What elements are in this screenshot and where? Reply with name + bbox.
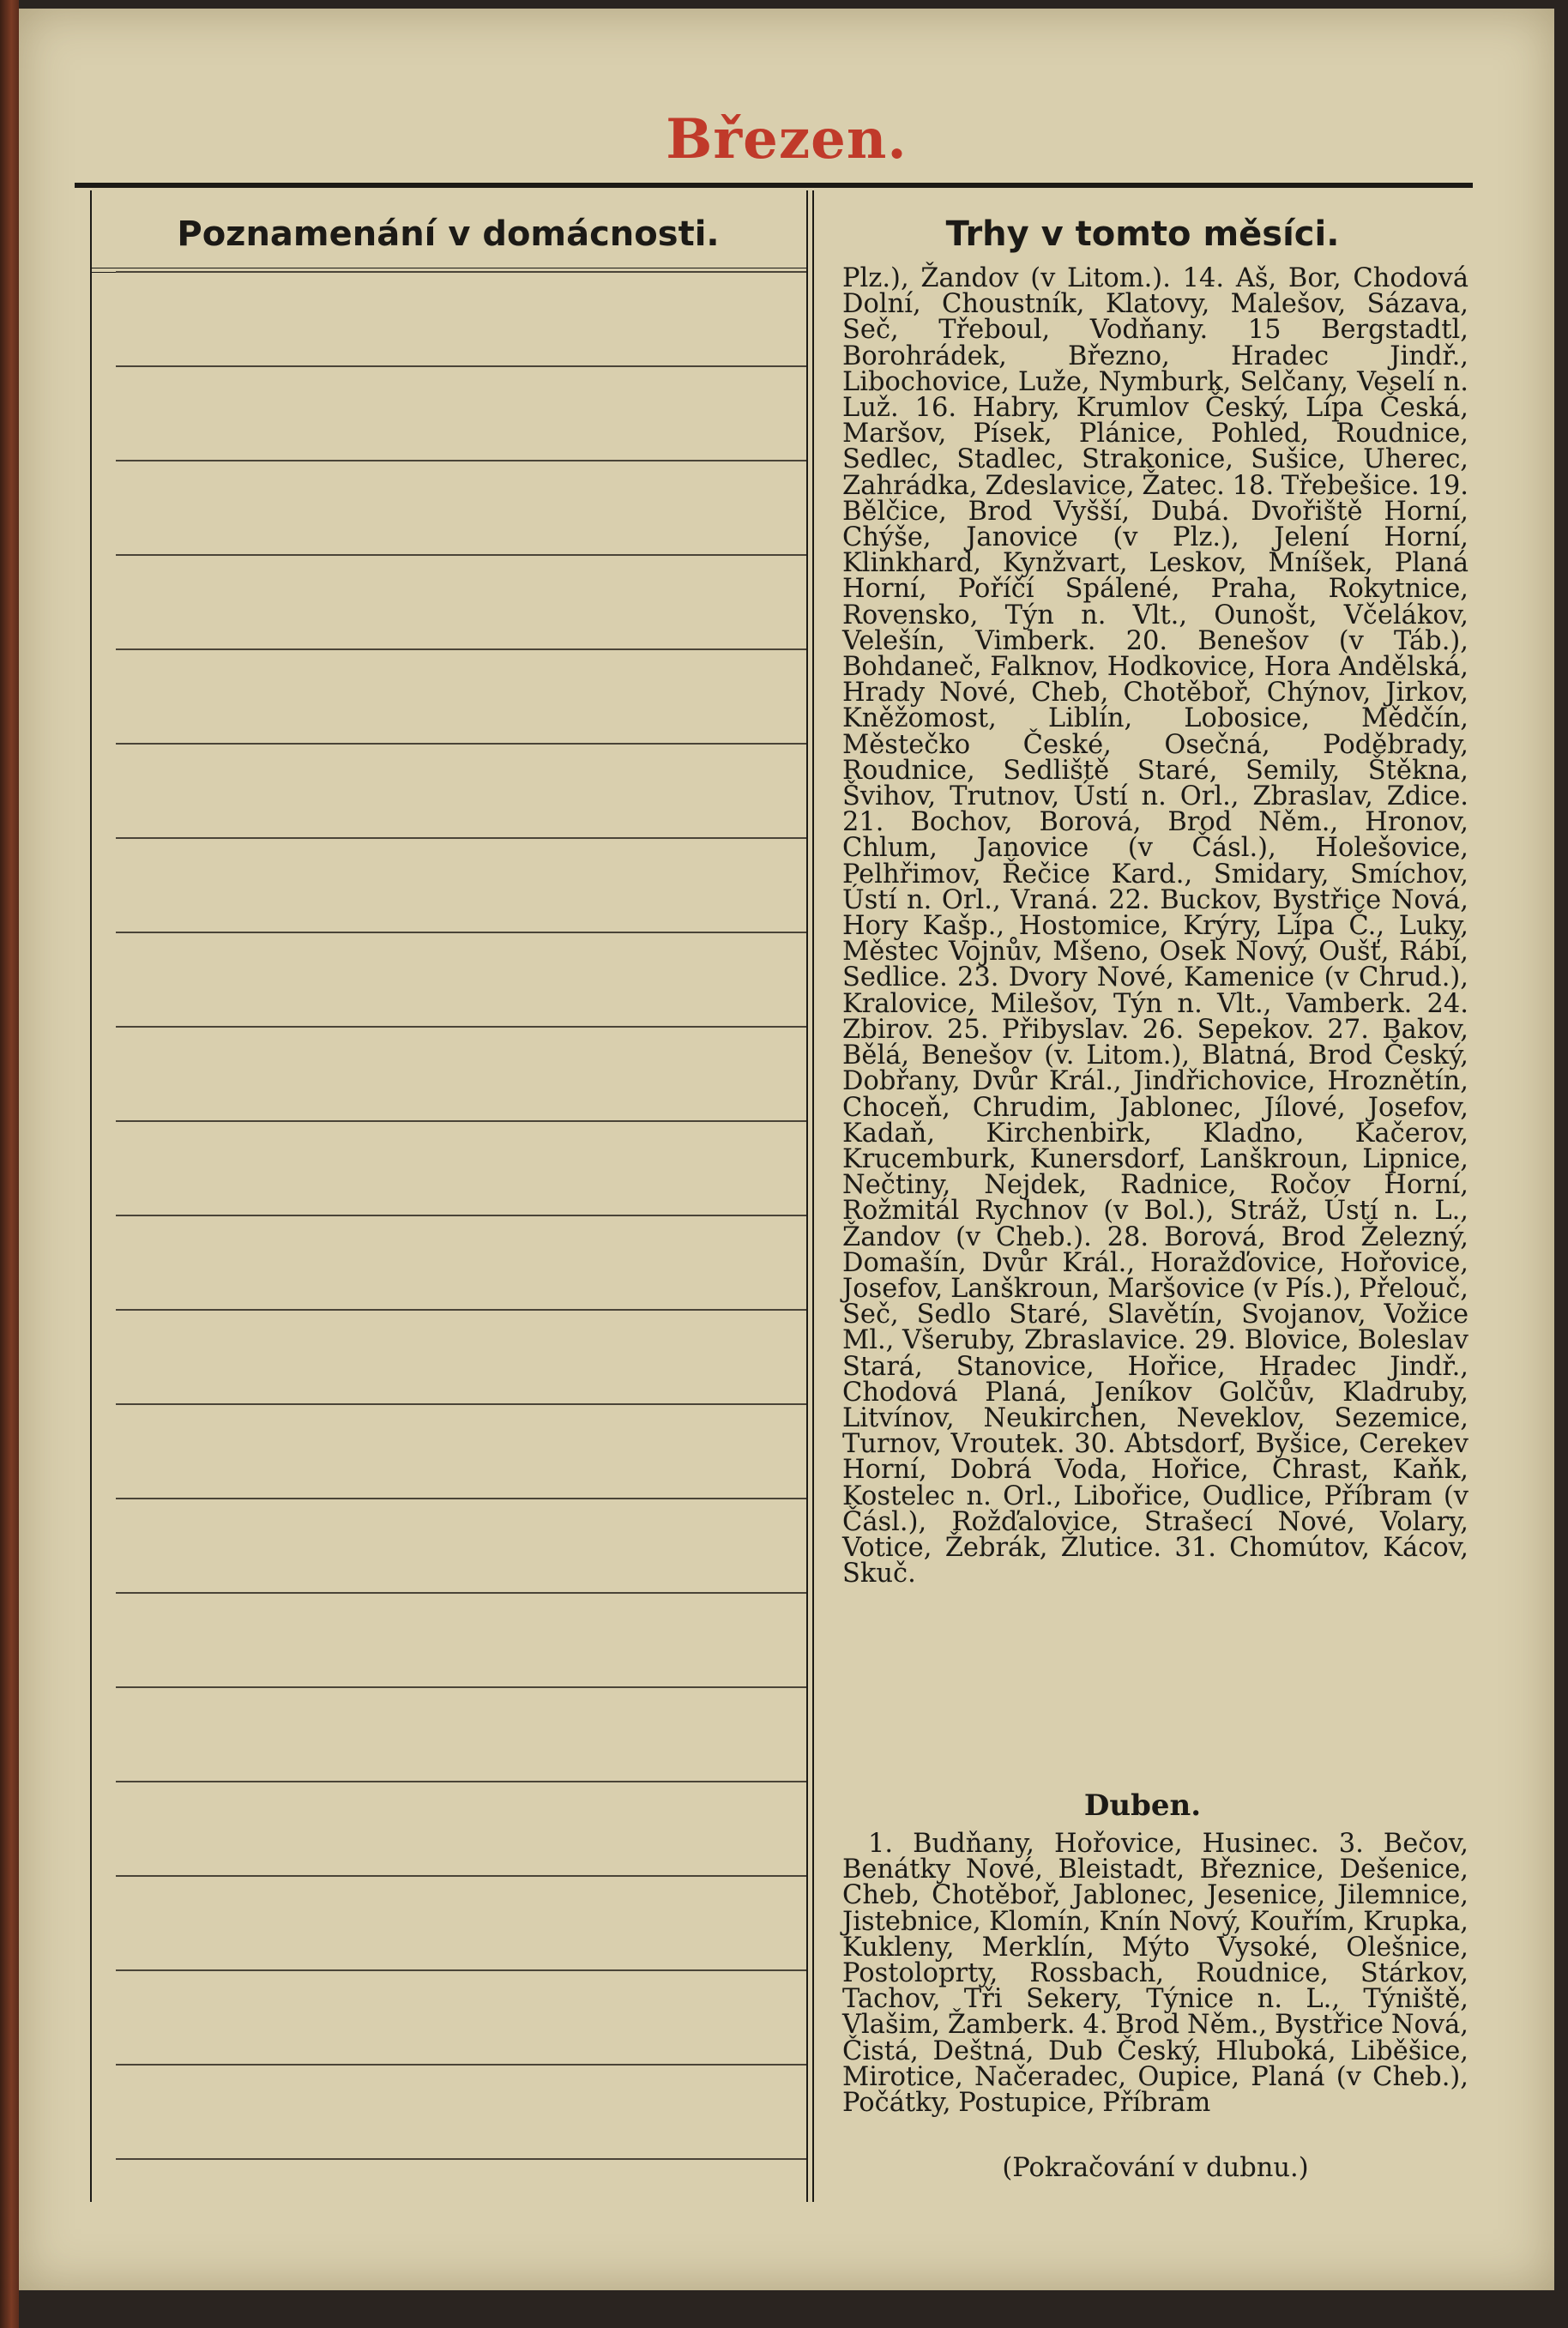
household-notes-heading: Poznamenání v domácnosti. — [177, 214, 720, 254]
note-line — [116, 1592, 806, 1594]
note-line — [116, 365, 806, 367]
note-line — [116, 1498, 806, 1499]
april-heading: Duben. — [1083, 1788, 1202, 1823]
note-line — [116, 1403, 806, 1405]
note-line — [116, 1120, 806, 1122]
note-line — [116, 554, 806, 556]
note-line — [116, 1781, 806, 1782]
continuation-note: (Pokračování v dubnu.) — [1002, 2153, 1309, 2183]
note-line — [116, 932, 806, 933]
markets-heading: Trhy v tomto měsíci. — [945, 214, 1340, 254]
note-line — [116, 271, 806, 273]
left-column-border — [90, 190, 92, 2202]
note-line — [116, 1215, 806, 1216]
note-line — [116, 2158, 806, 2160]
header-rule — [75, 183, 1473, 188]
almanac-page — [19, 9, 1554, 2290]
column-separator — [806, 190, 814, 2202]
note-line — [116, 648, 806, 650]
markets-march-text: Plz.), Žandov (v Litom.). 14. Aš, Bor, Chodová Dolní, Choustník, Klatovy, Malešov, Sázava, Seč, Třeboul, Vodňany. 15 Bergstadtl, Borohrádek, Březno, Hradec Jindř., Libochovice, Luže, Nymburk, Selčany, Veselí n. Luž. 16. Habry, Krumlov Český, Lípa Česká, Maršov, Písek, Plánice, Pohled, Roudnice, Sedlec, Stadlec, Strakonice, Sušice, Uherec, Zahrádka, Zdeslavice, Žatec. 18. Třebešice. 19. Bělčice, Brod Vyšší, Dubá. Dvořiště Horní, Chýše, Janovice (v Plz.), Jelení Horní, Klinkhard, Kynžvart, Leskov, Mníšek, Planá Horní, Poříčí Spálené, Praha, Rokytnice, Rovensko, Týn n. Vlt., Ounošt, Včelákov, Velešín, Vimberk. 20. Benešov (v Táb.), Bohdaneč, Falknov, Hodkovice, Hora Andělská, Hrady Nové, Cheb, Chotěboř, Chýnov, Jirkov, Kněžomost, Liblín, Lobosice, Mědčín, Městečko České, Osečná, Poděbrady, Roudnice, Sedliště Staré, Semily, Štěkna, Švihov, Trutnov, Ústí n. Orl., Zbraslav, Zdice. 21. Bochov, Borová, Brod Něm., Hronov, Chlum, Janovice (v Čásl.), Holešovice, Pelhřimov, Řečice Kard., Smidary, Smíchov, Ústí n. Orl., Vraná. 22. Buckov, Bystřice Nová, Hory Kašp., Hostomice, Krýry, Lípa Č., Luky, Městec Vojnův, Mšeno, Osek Nový, Oušť, Rábí, Sedlice. 23. Dvory Nové, Kamenice (v Chrud.), Kralovice, Milešov, Týn n. Vlt., Vamberk. 24. Zbirov. 25. Přibyslav. 26. Sepekov. 27. Bakov, Bělá, Benešov (v. Litom.), Blatná, Brod Český, Dobřany, Dvůr Král., Jindřichovice, Hroznětín, Choceň, Chrudim, Jablonec, Jílové, Josefov, Kadaň, Kirchenbirk, Kladno, Kačerov, Krucemburk, Kunersdorf, Lanškroun, Lipnice, Nečtiny, Nejdek, Radnice, Ročov Horní, Rožmitál Rychnov (v Bol.), Stráž, Ústí n. L., Žandov (v Cheb.). 28. Borová, Brod Železný, Domašín, Dvůr Král., Horažďovice, Hořovice, Josefov, Lanškroun, Maršovice (v Pís.), Přelouč, Seč, Sedlo Staré, Slavětín, Svojanov, Vožice Ml., Všeruby, Zbraslavice. 29. Blovice, Boleslav Stará, Stanovice, Hořice, Hradec Jindř., Chodová Planá, Jeníkov Golčův, Kladruby, Litvínov, Neukirchen, Neveklov, Sezemice, Turnov, Vroutek. 30. Abtsdorf, Byšice, Cerekev Horní, Dobrá Voda, Hořice, Chrast, Kaňk, Kostelec n. Orl., Libořice, Oudlice, Příbram (v Čásl.), Rožďalovice, Strašecí Nové, Volary, Votice, Žebrák, Žlutice. 31. Chomútov, Kácov, Skuč. — [842, 263, 1468, 1589]
markets-april-text: 1. Budňany, Hořovice, Husinec. 3. Bečov, Benátky Nové, Bleistadt, Březnice, Dešenice, Cheb, Chotěboř, Jablonec, Jesenice, Jilemnice, Jistebnice, Klomín, Knín Nový, Kouřím, Krupka, Kukleny, Merklín, Mýto Vysoké, Olešnice, Postoloprty, Rossbach, Roudnice, Stárkov, Tachov, Tři Sekery, Týnice n. L., Týniště, Vlašim, Žamberk. 4. Brod Něm., Bystřice Nová, Čistá, Deštná, Dub Český, Hluboká, Liběšice, Mirotice, Načeradec, Oupice, Planá (v Cheb.), Počátky, Postupice, Příbram — [842, 1829, 1468, 2119]
note-line — [116, 1026, 806, 1028]
note-line — [116, 2064, 806, 2066]
note-line — [116, 460, 806, 461]
note-line — [116, 1875, 806, 1877]
note-line — [116, 743, 806, 745]
note-line — [116, 837, 806, 839]
note-line — [116, 1309, 806, 1311]
book-spine — [0, 0, 19, 2328]
note-line — [116, 1969, 806, 1971]
note-line — [116, 1686, 806, 1688]
month-title: Březen. — [666, 107, 908, 172]
